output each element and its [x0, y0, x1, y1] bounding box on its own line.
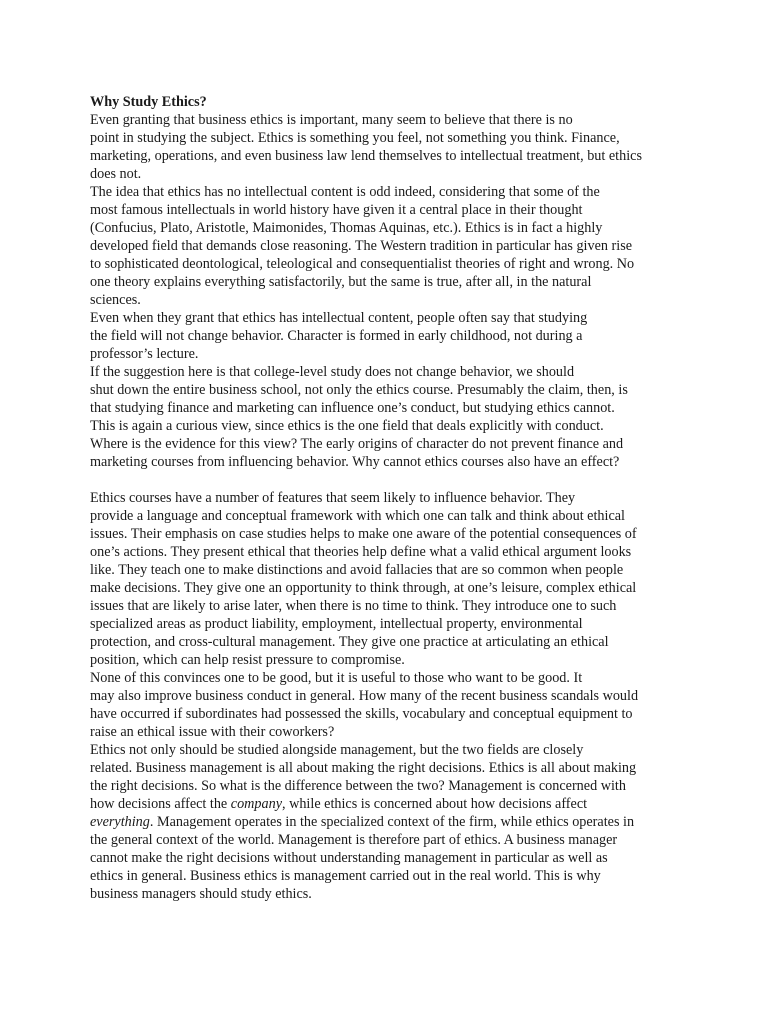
- document-page: [90, 93, 690, 903]
- document-title: Why Study Ethics?: [90, 94, 207, 110]
- text-line: specialized areas as product liability, employment, intellectual property, environmental: [90, 616, 583, 632]
- text-line: shut down the entire business school, not only the ethics course. Presumably the claim, then, is: [90, 382, 628, 398]
- text-line: Ethics not only should be studied alongside management, but the two fields are closely: [90, 742, 584, 758]
- text-line: Even granting that business ethics is important, many seem to believe that there is no: [90, 112, 573, 128]
- text-line: issues that are likely to arise later, when there is no time to think. They introduce one to such: [90, 598, 617, 614]
- text-line: most famous intellectuals in world history have given it a central place in their thought: [90, 202, 583, 218]
- text-line: that studying finance and marketing can influence one’s conduct, but studying ethics cannot.: [90, 400, 615, 416]
- text-line: one’s actions. They present ethical that theories help define what a valid ethical argument looks: [90, 544, 632, 560]
- text-line: Ethics courses have a number of features that seem likely to influence behavior. They: [90, 490, 576, 506]
- text-line: the general context of the world. Management is therefore part of ethics. A business manager: [90, 832, 618, 848]
- paragraph-block-1: [90, 111, 690, 471]
- text-line: the right decisions. So what is the difference between the two? Management is concerned with: [90, 778, 626, 794]
- paragraph-gap: [90, 471, 690, 489]
- text-line: raise an ethical issue with their coworkers?: [90, 724, 335, 740]
- text-line: to sophisticated deontological, teleological and consequentialist theories of right and wrong. No: [90, 256, 635, 272]
- text-fragment: . Management operates in the specialized context of the firm, while ethics operates in: [149, 814, 635, 830]
- text-line: Even when they grant that ethics has intellectual content, people often say that studying: [90, 310, 588, 326]
- emphasis-everything: everything: [90, 814, 150, 830]
- text-line: make decisions. They give one an opportunity to think through, at one’s leisure, complex ethical: [90, 580, 637, 596]
- text-line: marketing courses from influencing behavior. Why cannot ethics courses also have an effect?: [90, 454, 620, 470]
- text-line: does not.: [90, 166, 142, 182]
- text-line: cannot make the right decisions without understanding management in particular as well as: [90, 850, 608, 866]
- text-line: marketing, operations, and even business law lend themselves to intellectual treatment, but ethics: [90, 148, 642, 164]
- text-line-company: [90, 795, 690, 813]
- emphasis-company: company: [230, 796, 282, 812]
- text-line: business managers should study ethics.: [90, 886, 312, 902]
- paragraph-block-3: [90, 831, 690, 903]
- text-line-everything: [90, 813, 690, 831]
- text-line: sciences.: [90, 292, 141, 308]
- text-line: The idea that ethics has no intellectual content is odd indeed, considering that some of the: [90, 184, 600, 200]
- text-line: ethics in general. Business ethics is management carried out in the real world. This is why: [90, 868, 601, 884]
- text-line: have occurred if subordinates had possessed the skills, vocabulary and conceptual equipment to: [90, 706, 633, 722]
- text-line: This is again a curious view, since ethics is the one field that deals explicitly with conduct.: [90, 418, 604, 434]
- text-line: the field will not change behavior. Character is formed in early childhood, not during a: [90, 328, 583, 344]
- text-fragment: , while ethics is concerned about how decisions affect: [282, 796, 588, 812]
- paragraph-block-2: [90, 489, 690, 795]
- text-line: If the suggestion here is that college-level study does not change behavior, we should: [90, 364, 575, 380]
- text-line: may also improve business conduct in general. How many of the recent business scandals would: [90, 688, 639, 704]
- text-line: professor’s lecture.: [90, 346, 199, 362]
- text-line: related. Business management is all about making the right decisions. Ethics is all about making: [90, 760, 637, 776]
- text-line: one theory explains everything satisfactorily, but the same is true, after all, in the natural: [90, 274, 592, 290]
- text-fragment: how decisions affect the: [90, 796, 231, 812]
- text-line: provide a language and conceptual framework with which one can talk and think about ethical: [90, 508, 625, 524]
- text-line: None of this convinces one to be good, but it is useful to those who want to be good. It: [90, 670, 583, 686]
- text-line: (Confucius, Plato, Aristotle, Maimonides, Thomas Aquinas, etc.). Ethics is in fact a highly: [90, 220, 603, 236]
- text-line: Where is the evidence for this view? The early origins of character do not prevent finance and: [90, 436, 624, 452]
- text-line: like. They teach one to make distinctions and avoid fallacies that are so common when people: [90, 562, 624, 578]
- text-line: point in studying the subject. Ethics is something you feel, not something you think. Finance,: [90, 130, 620, 146]
- text-line: protection, and cross-cultural management. They give one practice at articulating an ethical: [90, 634, 609, 650]
- text-line: developed field that demands close reasoning. The Western tradition in particular has given rise: [90, 238, 633, 254]
- text-line: position, which can help resist pressure to compromise.: [90, 652, 405, 668]
- text-line: issues. Their emphasis on case studies helps to make one aware of the potential consequences of: [90, 526, 637, 542]
